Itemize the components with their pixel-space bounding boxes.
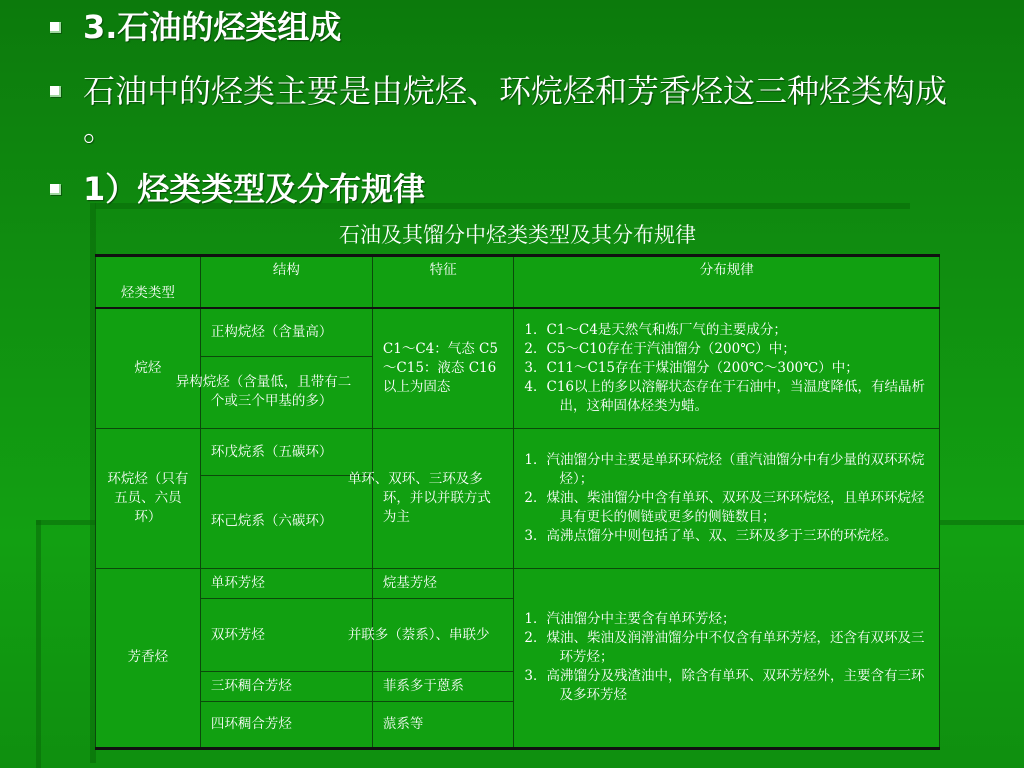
table-title: 石油及其馏分中烃类类型及其分布规律 — [339, 223, 696, 247]
bullet-text: 1）烃类类型及分布规律 — [83, 170, 426, 208]
type-cell-aromatic: 芳香烃 — [96, 568, 201, 748]
distribution-cell-aromatic — [514, 568, 940, 748]
bullet-heading — [50, 8, 341, 46]
bullet-text: 3.石油的烃类组成 — [83, 8, 342, 46]
distribution-line: 2．煤油、柴油馏分中含有单环、双环及三环环烷烃，且单环环烷烃具有更长的侧链或更多的侧链数目； — [524, 490, 925, 526]
feature-cell-cycloalkane: 单环、双环、三环及多环，并以并联方式为主 — [372, 429, 514, 569]
feature-cell: 蒎系等 — [372, 702, 514, 749]
distribution-line: 3．高沸馏分及残渣油中，除含有单环、双环芳烃外，主要含有三环及多环芳烃 — [524, 668, 925, 704]
feature-cell: 烷基芳烃 — [372, 568, 514, 598]
bullet-square-icon — [50, 184, 61, 195]
structure-cell: 环戊烷系（五碳环） — [200, 429, 372, 476]
type-cell-alkane: 烷烃 — [96, 308, 201, 429]
bullet-square-icon — [50, 86, 61, 97]
header-distribution: 分布规律 — [514, 256, 940, 308]
bullet-square-icon — [50, 22, 61, 33]
distribution-line: 2．煤油、柴油及润滑油馏分中不仅含有单环芳烃，还含有双环及三环芳烃； — [524, 630, 925, 666]
header-type: 烃类类型 — [96, 256, 201, 308]
bullet-text: 石油中的烃类主要是由烷烃、环烷烃和芳香烃这三种烃类构成 。 — [83, 72, 948, 148]
structure-cell: 单环芳烃 — [200, 568, 372, 598]
header-feature: 特征 — [372, 256, 514, 308]
hydrocarbon-table — [95, 254, 940, 750]
feature-cell: 并联多（萘系）、串联少 — [372, 599, 514, 672]
distribution-cell-cycloalkane — [514, 429, 940, 569]
distribution-line: 4．C16以上的多以溶解状态存在于石油中，当温度降低，有结晶析出，这种固体烃类为蜡。 — [524, 378, 926, 414]
feature-cell: 菲系多于蒽系 — [372, 672, 514, 702]
header-structure: 结构 — [200, 256, 372, 308]
bullet-subheading — [50, 170, 425, 208]
distribution-line: 3．高沸点馏分中则包括了单、双、三环及多于三环的环烷烃。 — [524, 528, 898, 545]
structure-cell: 四环稠合芳烃 — [200, 702, 372, 749]
distribution-line: 2．C5～C10存在于汽油馏分（200℃）中； — [524, 340, 796, 357]
decor-bar-left-lower — [36, 520, 41, 768]
distribution-line: 1．C1～C4是天然气和炼厂气的主要成分； — [524, 321, 787, 338]
distribution-cell-alkane — [514, 308, 940, 429]
structure-cell: 三环稠合芳烃 — [200, 672, 372, 702]
type-cell-cycloalkane: 环烷烃（只有五员、六员环） — [96, 429, 201, 569]
distribution-line: 3．C11～C15存在于煤油馏分（200℃～300℃）中； — [524, 359, 859, 376]
bullet-intro — [50, 72, 970, 148]
structure-cell: 异构烷烃（含量低，且带有二个或三个甲基的多） — [200, 356, 372, 429]
structure-cell: 正构烷烃（含量高） — [200, 308, 372, 357]
distribution-line: 1．汽油馏分中主要是单环环烷烃（重汽油馏分中有少量的双环环烷烃）； — [524, 452, 925, 488]
structure-cell: 双环芳烃 — [200, 599, 372, 672]
structure-cell: 环己烷系（六碳环） — [200, 475, 372, 568]
feature-cell-alkane: C1～C4：气态 C5～C15：液态 C16 以上为固态 — [372, 308, 514, 429]
distribution-line: 1．汽油馏分中主要含有单环芳烃； — [524, 611, 736, 628]
